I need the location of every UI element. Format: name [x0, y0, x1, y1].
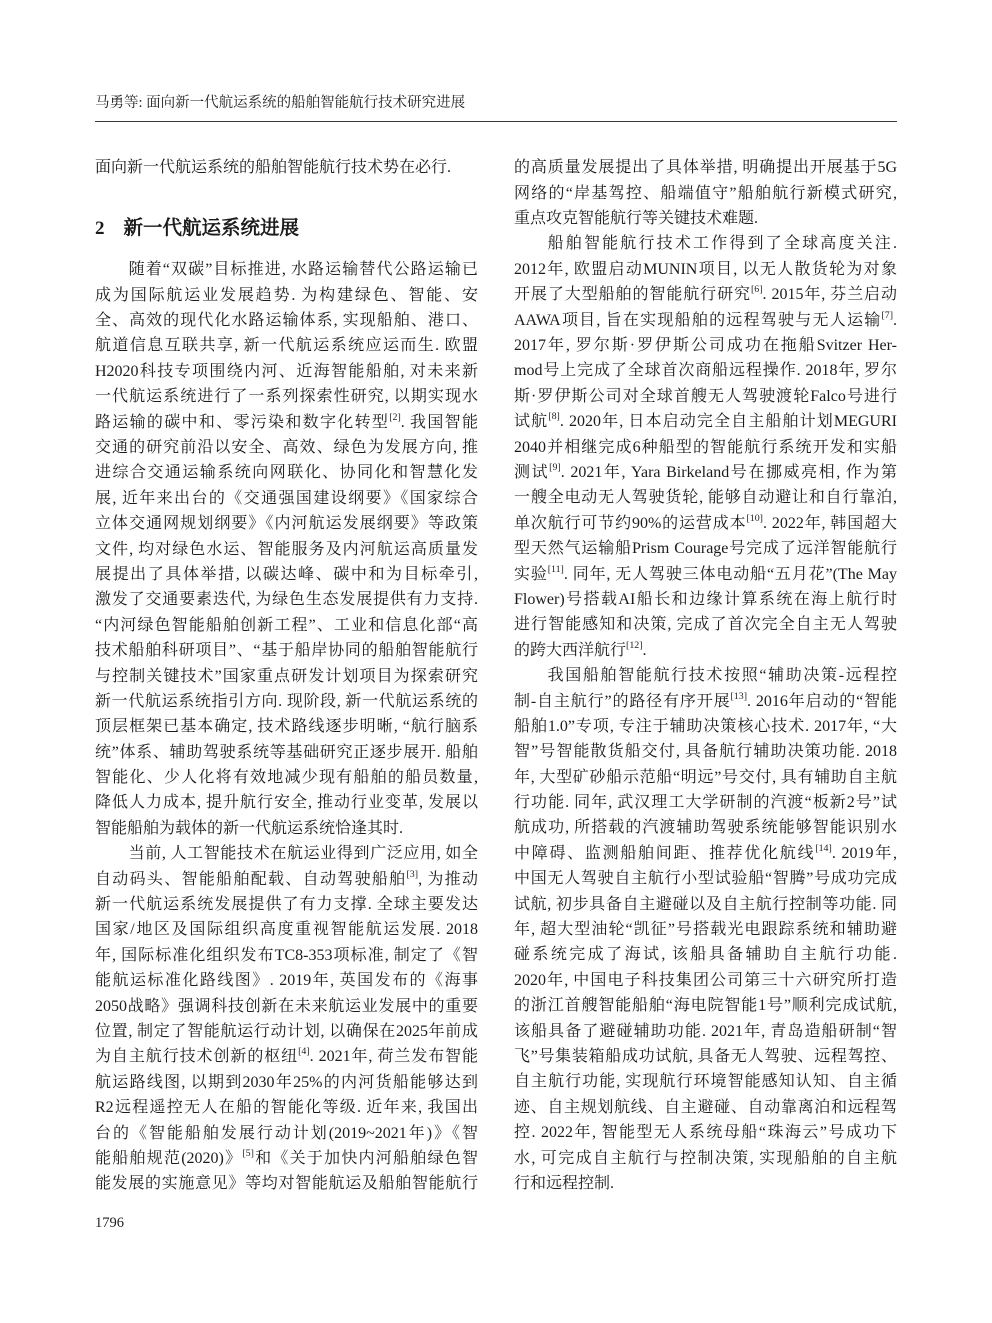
text-run: 测试: [514, 463, 550, 481]
text-run: 迹、自主规划航线、自主避碰、自动靠离泊和远程驾: [514, 1098, 897, 1116]
text-line: [514, 206, 897, 231]
text-run: 飞”号集装箱船成功试航, 具备无人驾驶、远程驾控、: [514, 1047, 897, 1065]
text-run: 智能船舶为载体的新一代航运系统恰逢其时.: [95, 819, 404, 837]
text-run: 进综合交通运输系统向网联化、协同化和智慧化发: [95, 464, 478, 482]
text-run: 的浙江首艘智能船舶“海电院智能1号”顺利完成试航,: [514, 997, 897, 1015]
text-line: [514, 409, 897, 434]
text-run: 国家/地区及国际组织高度重视智能航运发展. 2018: [95, 921, 478, 939]
text-line: [95, 1044, 478, 1069]
text-line: [514, 562, 897, 587]
text-line: [514, 1171, 897, 1196]
text-line: [95, 638, 478, 663]
text-line: [514, 511, 897, 536]
text-line: [514, 1019, 897, 1044]
text-run: . 2021年, 荷兰发布智能: [309, 1048, 478, 1066]
section-title: 新一代航运系统进展: [123, 216, 300, 240]
text-line: [95, 1070, 478, 1095]
text-run: 路运输的碳中和、零污染和数字化转型: [95, 413, 390, 431]
text-line: [95, 790, 478, 815]
text-run: 试航, 初步具备自主避碰以及自主航行控制等功能. 同: [514, 895, 897, 913]
text-run: .: [642, 641, 647, 659]
text-line: [95, 892, 478, 917]
text-line: [95, 1171, 478, 1196]
text-line: [514, 815, 897, 840]
text-line: [95, 587, 478, 612]
text-run: 一代航运系统进行了一系列探索性研究, 以期实现水: [95, 388, 478, 406]
text-line: [95, 740, 478, 765]
text-run: 2012年, 欧盟启动MUNIN项目, 以无人散货轮为对象: [514, 260, 897, 278]
text-line: [95, 384, 478, 409]
text-run: 进行智能感知和决策, 完成了首次完全自主无人驾驶: [514, 616, 897, 634]
text-run: 随着“双碳”目标推进, 水路运输替代公路运输已: [128, 261, 478, 279]
text-line: [95, 1146, 478, 1171]
text-run: 台的《智能船舶发展行动计划(2019~2021年)》《智: [95, 1124, 478, 1142]
text-run: 网络的“岸基驾控、船端值守”船舶航行新模式研究,: [514, 184, 897, 202]
text-line: [514, 333, 897, 358]
text-line: [514, 612, 897, 637]
text-line: [95, 308, 478, 333]
text-run: . 我国智能: [400, 413, 478, 431]
text-run: 的高质量发展提出了具体举措, 明确提出开展基于5G: [514, 159, 897, 177]
text-run: R2远程遥控无人在船的智能化等级. 近年来, 我国出: [95, 1099, 478, 1117]
right-column: [514, 155, 897, 1196]
text-line: [95, 917, 478, 942]
text-line: [514, 536, 897, 561]
text-line: [514, 1044, 897, 1069]
citation-ref: [7]: [881, 309, 893, 321]
text-run: Flower)号搭载AI船长和边缘计算系统在海上航行时: [514, 590, 897, 608]
text-run: 智能化、少人化将有效地减少现有船舶的船员数量,: [95, 769, 478, 787]
text-run: 能船舶规范(2020)》: [95, 1149, 243, 1167]
text-line: [95, 1019, 478, 1044]
text-run: mod号上完成了全球首次商船远程操作. 2018年, 罗尔: [514, 362, 897, 380]
text-run: 行功能. 同年, 武汉理工大学研制的汽渡“板新2号”试: [514, 794, 897, 812]
text-line: [514, 282, 897, 307]
citation-ref: [4]: [298, 1046, 310, 1058]
text-run: 为自主航行技术创新的枢纽: [95, 1048, 299, 1066]
text-line: [514, 257, 897, 282]
text-line: [514, 587, 897, 612]
paragraph: [95, 257, 478, 841]
text-run: 交通的研究前沿以安全、高效、绿色为发展方向, 推: [95, 439, 478, 457]
text-run: 年, 大型矿砂船示范船“明远”号交付, 具有辅助自主航: [514, 768, 897, 786]
text-run: 年, 超大型油轮“凯征”号搭载光电跟踪系统和辅助避: [514, 921, 897, 939]
paragraph: [95, 841, 478, 1196]
citation-ref: [5]: [242, 1147, 254, 1159]
text-line: [514, 485, 897, 510]
text-line: [514, 841, 897, 866]
text-line: [95, 714, 478, 739]
text-run: 斯·罗伊斯公司对全球首艘无人驾驶渡轮Falco号进行: [514, 387, 897, 405]
text-line: [95, 333, 478, 358]
text-run: .: [893, 311, 897, 329]
text-run: 新一代航运系统发展提供了有力支撑. 全球主要发达: [95, 896, 478, 914]
text-run: 水, 可完成自主航行与控制决策, 实现船舶的自主航: [514, 1149, 897, 1167]
text-line: [514, 435, 897, 460]
paragraph: [95, 155, 478, 180]
text-line: [514, 1095, 897, 1120]
text-line: [95, 816, 478, 841]
text-line: [514, 181, 897, 206]
text-line: [514, 765, 897, 790]
text-run: “内河绿色智能船舶创新工程”、工业和信息化部“高: [95, 616, 478, 634]
text-run: 我国船舶智能航行技术按照“辅助决策-远程控: [547, 667, 897, 685]
text-line: [95, 664, 478, 689]
text-line: [95, 511, 478, 536]
text-run: 航成功, 所搭载的汽渡辅助驾驶系统能够智能识别水: [514, 819, 897, 837]
text-run: 一艘全电动无人驾驶货轮, 能够自动避让和自行靠泊,: [514, 489, 897, 507]
text-line: [514, 968, 897, 993]
text-run: 立体交通网规划纲要》《内河航运发展纲要》等政策: [95, 515, 478, 533]
text-run: 开展了大型船舶的智能航行研究: [514, 286, 751, 304]
text-line: [514, 384, 897, 409]
text-run: 和《关于加快内河船舶绿色智: [253, 1149, 478, 1167]
text-line: [95, 155, 478, 180]
text-run: 文件, 均对绿色水运、智能服务及内河航运高质量发: [95, 540, 478, 558]
text-run: 型天然气运输船Prism Courage号完成了远洋智能航行: [514, 540, 897, 558]
text-line: [95, 537, 478, 562]
text-line: [95, 359, 478, 384]
text-run: 2050战略》强调科技创新在未来航运业发展中的重要: [95, 997, 478, 1015]
text-run: 展提出了具体举措, 以碳达峰、碳中和为目标牵引,: [95, 565, 478, 583]
text-line: [95, 486, 478, 511]
text-run: 实验: [514, 565, 548, 583]
text-line: [95, 1121, 478, 1146]
text-line: [514, 663, 897, 688]
citation-ref: [14]: [815, 842, 832, 854]
text-line: [95, 410, 478, 435]
text-line: [95, 562, 478, 587]
page-number: 1796: [95, 1215, 124, 1231]
text-run: 航道信息互联共享, 新一代航运系统应运而生. 欧盟: [95, 337, 478, 355]
paragraph: [514, 663, 897, 1196]
text-run: 船舶智能航行技术工作得到了全球高度关注.: [547, 235, 897, 253]
text-line: [95, 968, 478, 993]
text-line: [95, 257, 478, 282]
citation-ref: [9]: [549, 461, 561, 473]
text-run: . 2015年, 芬兰启动: [762, 286, 897, 304]
citation-ref: [8]: [548, 411, 560, 423]
text-line: [514, 460, 897, 485]
text-run: 全、高效的现代化水路运输体系, 实现船舶、港口、: [95, 312, 478, 330]
text-run: 碰系统完成了海试, 该船具备辅助自主航行功能.: [514, 946, 897, 964]
text-line: [95, 1095, 478, 1120]
header-rule: [95, 121, 897, 122]
text-line: [514, 231, 897, 256]
citation-ref: [3]: [406, 868, 419, 880]
text-line: [514, 1069, 897, 1094]
text-run: 当前, 人工智能技术在航运业得到广泛应用, 如全: [128, 845, 478, 863]
text-line: [514, 308, 897, 333]
text-run: H2020科技专项围绕内河、近海智能船舶, 对未来新: [95, 362, 478, 380]
paragraph: [514, 155, 897, 231]
text-run: 的跨大西洋航行: [514, 641, 627, 659]
text-run: 船舶1.0”专项, 专注于辅助决策核心技术. 2017年, “大: [514, 717, 897, 735]
text-line: [95, 435, 478, 460]
text-line: [514, 790, 897, 815]
text-line: [514, 866, 897, 891]
text-line: [514, 689, 897, 714]
text-run: 行和远程控制.: [514, 1174, 615, 1192]
left-column: [95, 155, 478, 1196]
text-run: 智”号智能散货船交付, 具备航行辅助决策功能. 2018: [514, 743, 897, 761]
text-run: 成为国际航运业发展趋势. 为构建绿色、智能、安: [95, 286, 478, 304]
citation-ref: [6]: [750, 284, 763, 296]
text-run: . 2020年, 日本启动完全自主船舶计划MEGURI: [559, 413, 897, 431]
text-run: 能发展的实施意见》等均对智能航运及船舶智能航行: [95, 1175, 478, 1193]
text-run: 展, 近年来出台的《交通强国建设纲要》《国家综合: [95, 489, 478, 507]
text-run: 中障碍、监测船舶间距、推荐优化航线: [514, 844, 816, 862]
running-header: 马勇等: 面向新一代航运系统的船舶智能航行技术研究进展: [95, 95, 466, 111]
text-run: 控. 2022年, 智能型无人系统母船“珠海云”号成功下: [514, 1124, 897, 1142]
paragraph: [514, 231, 897, 663]
text-line: [514, 892, 897, 917]
text-run: 年, 国际标准化组织发布TC8-353项标准, 制定了《智: [95, 946, 478, 964]
text-run: 新一代航运系统指引方向. 现阶段, 新一代航运系统的: [95, 692, 478, 710]
text-run: . 同年, 无人驾驶三体电动船“五月花”(The May: [563, 565, 897, 583]
text-run: . 2021年, Yara Birkeland号在挪威亮相, 作为第: [560, 463, 897, 481]
text-line: [514, 917, 897, 942]
text-line: [95, 689, 478, 714]
text-line: [514, 638, 897, 663]
citation-ref: [12]: [626, 639, 643, 651]
text-line: [95, 994, 478, 1019]
text-run: 试航: [514, 413, 549, 431]
text-run: 2020年, 中国电子科技集团公司第三十六研究所打造: [514, 971, 897, 989]
text-line: [514, 739, 897, 764]
section-number: 2: [95, 218, 105, 240]
text-line: [95, 460, 478, 485]
citation-ref: [11]: [547, 563, 564, 575]
text-line: [514, 155, 897, 180]
text-run: AAWA项目, 旨在实现船舶的远程驾驶与无人运输: [514, 311, 882, 329]
text-line: [514, 714, 897, 739]
text-run: . 2022年, 韩国超大: [762, 514, 897, 532]
text-line: [95, 841, 478, 866]
text-run: 与控制关键技术”国家重点研发计划项目为探索研究: [95, 667, 478, 685]
citation-ref: [2]: [389, 411, 401, 423]
text-run: 统”体系、辅助驾驶系统等基础研究正逐步展开. 船舶: [95, 743, 478, 761]
text-run: 2017年, 罗尔斯·罗伊斯公司成功在拖船Svitzer Her-: [514, 337, 897, 355]
text-run: 自主航行功能, 实现航行环境智能感知认知、自主循: [514, 1073, 897, 1091]
text-run: 航运路线图, 以期到2030年25%的内河货船能够达到: [95, 1073, 478, 1091]
text-run: 降低人力成本, 提升航行安全, 推动行业变革, 发展以: [95, 794, 478, 812]
text-line: [514, 993, 897, 1018]
text-line: [514, 1146, 897, 1171]
text-run: . 2019年,: [831, 844, 897, 862]
text-run: 面向新一代航运系统的船舶智能航行技术势在必行.: [95, 159, 452, 177]
text-line: [514, 358, 897, 383]
text-line: [95, 943, 478, 968]
text-run: . 2016年启动的“智能: [747, 692, 897, 710]
text-run: 技术船舶科研项目”、“基于船岸协同的船舶智能航行: [95, 642, 478, 660]
text-run: 激发了交通要素迭代, 为绿色生态发展提供有力支持.: [95, 591, 478, 609]
text-run: , 为推动: [418, 870, 478, 888]
text-line: [514, 1120, 897, 1145]
text-run: 制-自主航行”的路径有序开展: [514, 692, 731, 710]
section-heading: [95, 181, 478, 258]
text-run: 中国无人驾驶自主航行小型试验船“智腾”号成功完成: [514, 870, 897, 888]
citation-ref: [10]: [746, 512, 763, 524]
citation-ref: [13]: [730, 690, 747, 702]
text-run: 重点攻克智能航行等关键技术难题.: [514, 210, 759, 228]
text-run: 能航运标准化路线图》. 2019年, 英国发布的《海事: [95, 972, 478, 990]
text-run: 该船具备了避碰辅助功能. 2021年, 青岛造船研制“智: [514, 1022, 897, 1040]
text-line: [514, 942, 897, 967]
text-run: 位置, 制定了智能航运行动计划, 以确保在2025年前成: [95, 1023, 478, 1040]
text-line: [95, 283, 478, 308]
text-run: 单次航行可节约90%的运营成本: [514, 514, 747, 532]
text-run: 自动码头、智能船舶配载、自动驾驶船舶: [95, 870, 407, 888]
text-line: [95, 765, 478, 790]
text-run: 2040并相继完成6种船型的智能航行系统开发和实船: [514, 438, 897, 456]
text-line: [95, 867, 478, 892]
text-line: [95, 613, 478, 638]
text-run: 顶层框架已基本确定, 技术路线逐步明晰, “航行脑系: [95, 718, 478, 736]
